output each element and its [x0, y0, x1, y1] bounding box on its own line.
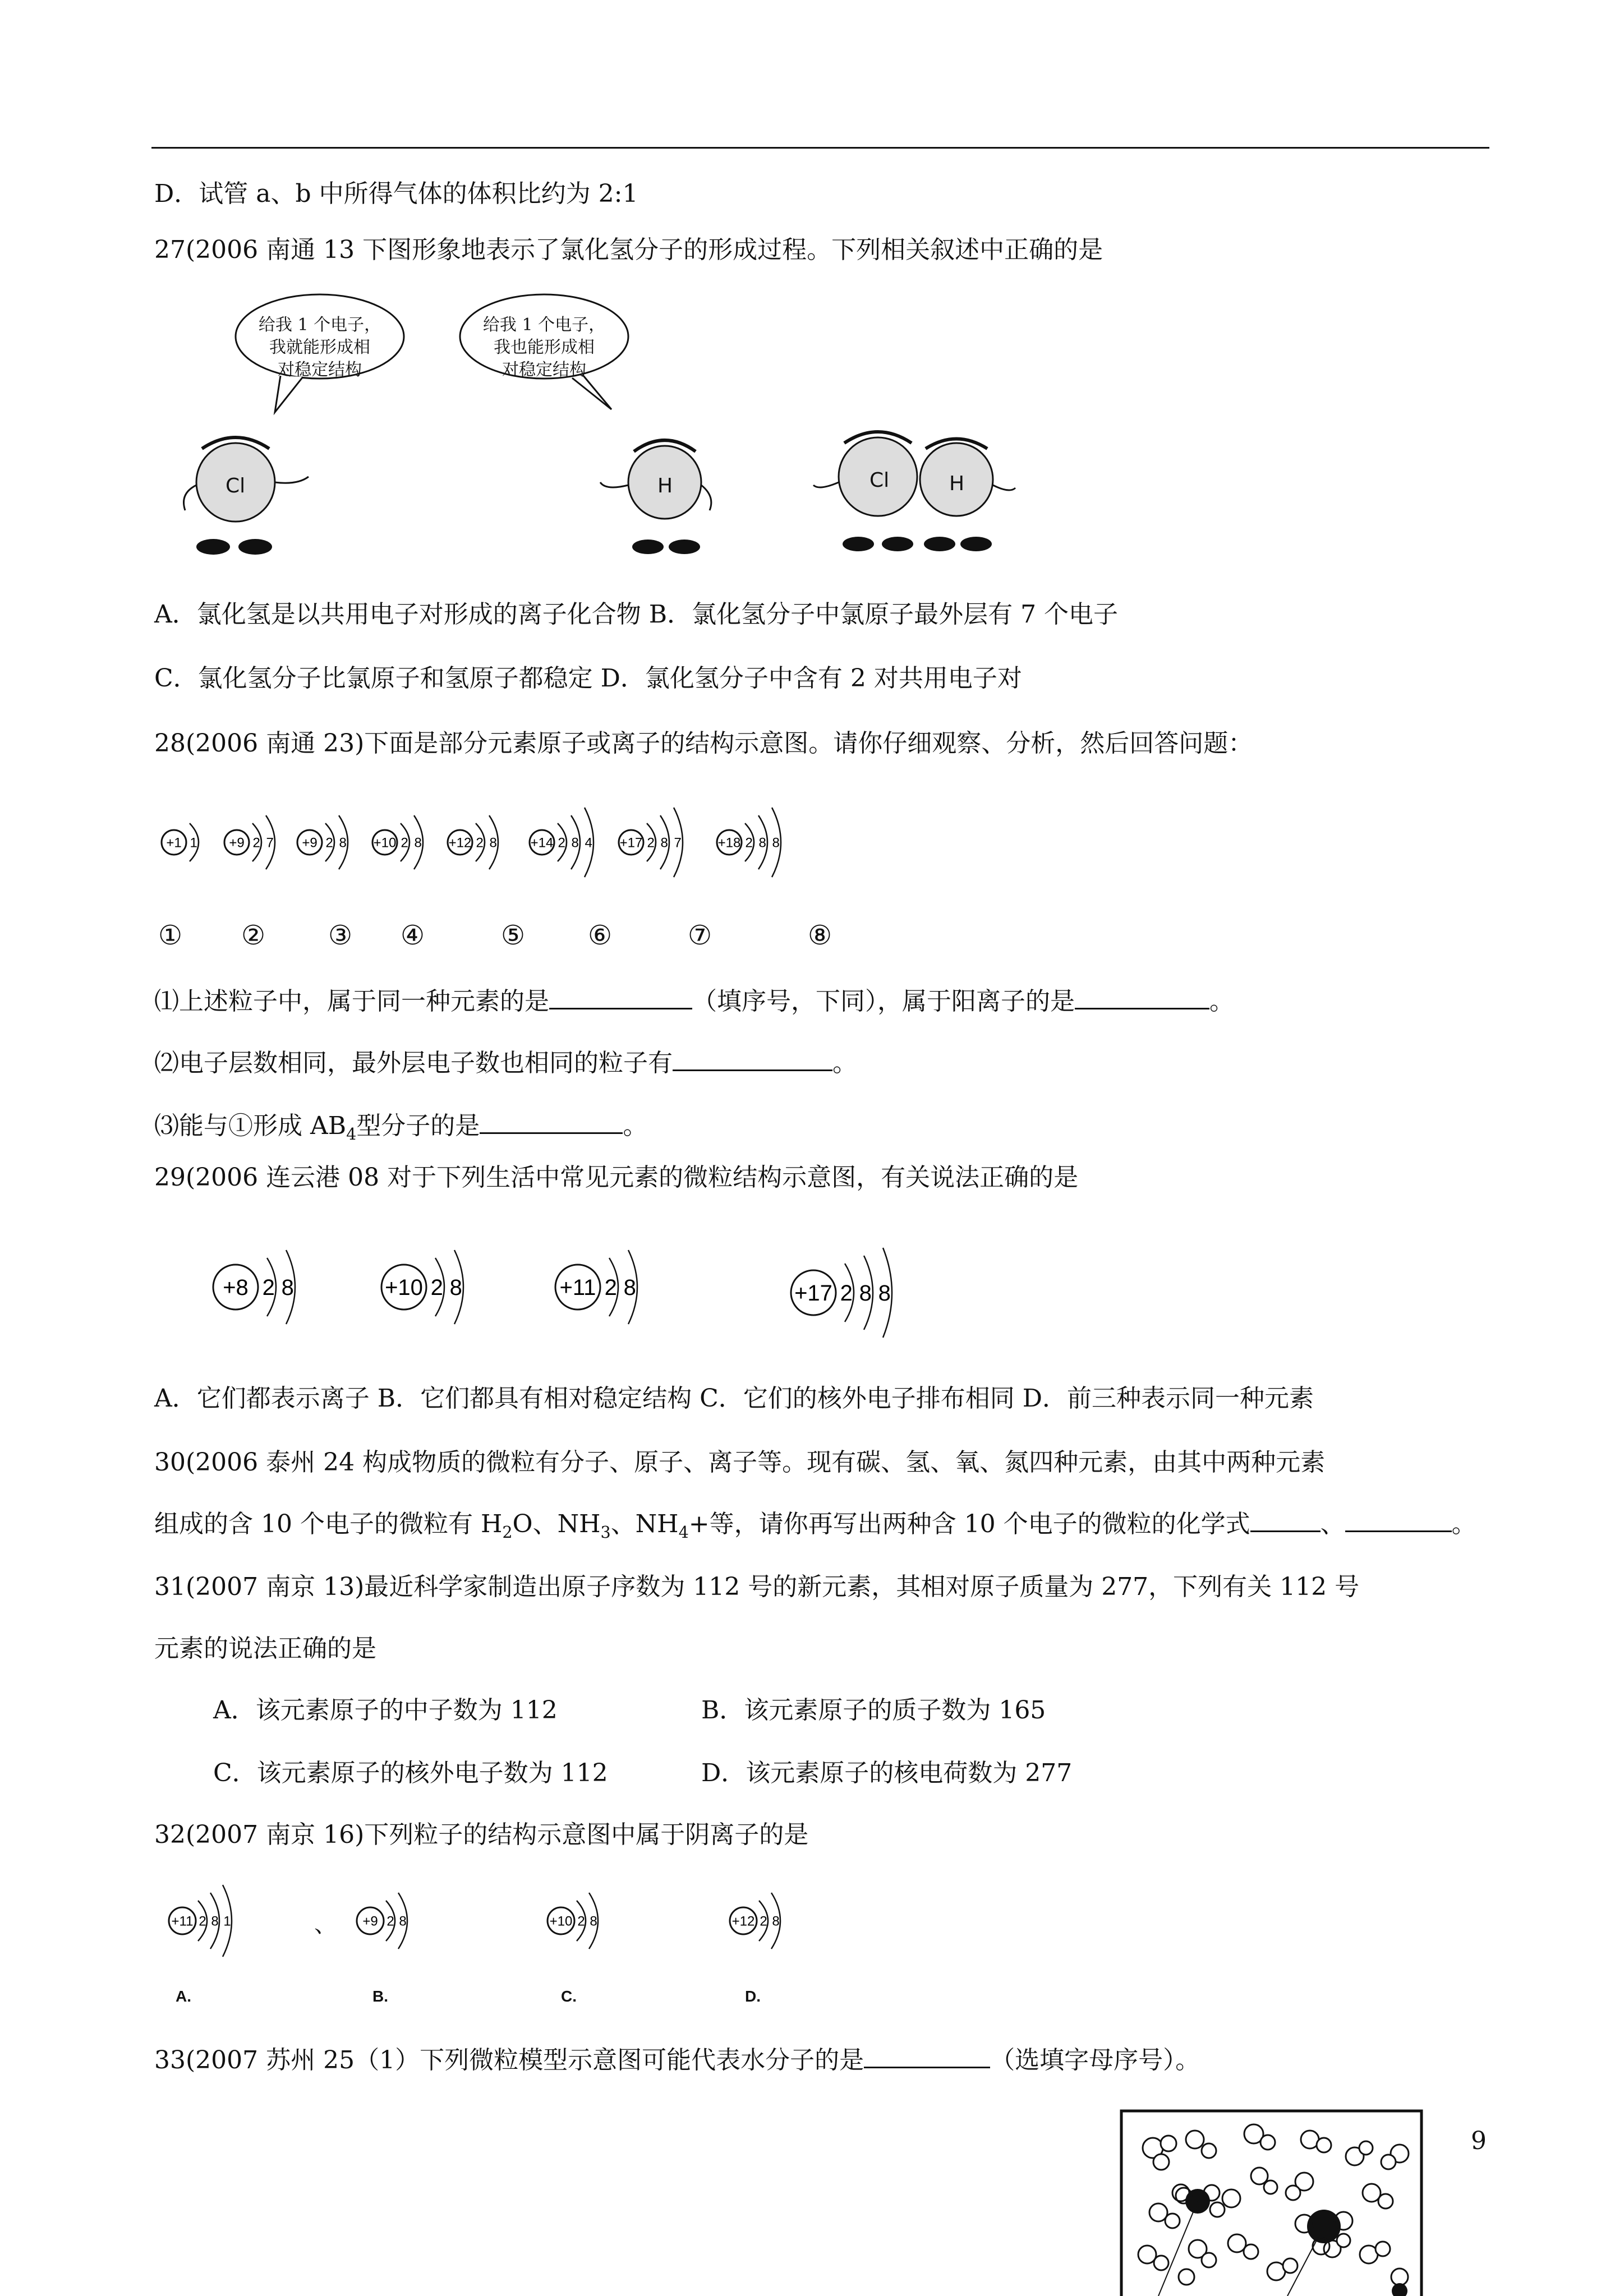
nucleus-charge: +10	[385, 1275, 423, 1300]
nucleus-charge: +17	[619, 835, 643, 851]
shell-electron-count: 8	[660, 835, 668, 851]
nucleus-charge: +17	[794, 1281, 832, 1306]
q32-structure-1	[169, 1885, 232, 1957]
shell-electron-count: 2	[430, 1275, 443, 1300]
q29-structure-1	[213, 1250, 295, 1324]
label-h-pair: H	[949, 472, 965, 495]
answer-blank-7[interactable]	[864, 2044, 990, 2068]
q28-sub3: ⑶能与①形成 $AB_4$型分子的是 。	[154, 1109, 647, 1151]
q28-structure-diagrams	[157, 791, 830, 897]
q28-structure-4	[372, 815, 423, 869]
q29-structure-4	[791, 1248, 892, 1338]
shell-electron-count: 2	[476, 835, 484, 851]
shell-electron-count: 8	[414, 835, 422, 851]
q33-stem: 33(2007 苏州 25（1）下列微粒模型示意图可能代表水分子的是 （选填字母序号）。	[154, 2044, 1200, 2077]
q28-sub1: ⑴上述粒子中，属于同一种元素的是 （填序号，下同），属于阳离子的是 。	[154, 985, 1234, 1018]
q29-structure-2	[381, 1250, 463, 1324]
shell-electron-count: 4	[585, 835, 592, 851]
q32-label-d: D.	[745, 1988, 761, 2005]
shell-electron-count: 2	[558, 835, 565, 851]
shell-electron-count: 7	[674, 835, 682, 851]
q32-structure-diagrams	[157, 1884, 830, 1968]
q32-structure-3	[548, 1893, 598, 1949]
q31-option-a: A．该元素原子的中子数为 112	[213, 1696, 558, 1725]
shell-electron-count: 2	[745, 835, 753, 851]
shell-electron-count: 8	[859, 1281, 872, 1306]
q28-sub2: ⑵电子层数相同，最外层电子数也相同的粒子有 。	[154, 1046, 857, 1080]
q28-structure-6	[530, 808, 594, 877]
q30-line1: 30(2006 泰州 24 构成物质的微粒有分子、原子、离子等。现有碳、氢、氧、氮四种元素，由其中两种元素	[154, 1448, 1326, 1477]
num-6: ⑥	[588, 920, 613, 951]
shell-electron-count: 2	[577, 1914, 585, 1929]
q28-structure-3	[297, 815, 348, 869]
q28-stem: 28(2006 南通 23)下面是部分元素原子或离子的结构示意图。请你仔细观察、分析，然后回答问题：	[154, 729, 1253, 758]
nucleus-charge: +8	[223, 1275, 249, 1300]
num-2: ②	[241, 920, 266, 951]
num-4: ④	[401, 920, 425, 951]
answer-blank-6[interactable]	[1345, 1508, 1452, 1532]
q33-molecule-model-box	[1119, 2109, 1425, 2296]
nucleus-charge: +14	[530, 835, 554, 851]
q29-structure-3	[555, 1250, 637, 1324]
q32-structure-4	[730, 1893, 780, 1949]
q28-structure-8	[717, 808, 781, 877]
shell-electron-count: 2	[199, 1914, 206, 1929]
shell-electron-count: 8	[339, 835, 347, 851]
bubble-right-text: 给我 1 个电子， 我也能形成相 对稳定结构	[482, 315, 606, 380]
q27-options-line1: A．氯化氢是以共用电子对形成的离子化合物 B．氯化氢分子中氯原子最外层有 7 个电子	[154, 600, 1119, 629]
shell-electron-count: 8	[281, 1275, 294, 1300]
shell-electron-count: 8	[772, 835, 780, 851]
q32-separator: 、	[314, 1912, 337, 1938]
answer-blank-2[interactable]	[1075, 985, 1209, 1009]
q32-label-a: A.	[176, 1988, 191, 2005]
shell-electron-count: 2	[604, 1275, 617, 1300]
q32-label-c: C.	[561, 1988, 577, 2005]
shell-electron-count: 8	[571, 835, 579, 851]
prev-option-d: D．试管 a、b 中所得气体的体积比约为 2:1	[154, 179, 638, 208]
shell-electron-count: 8	[449, 1275, 462, 1300]
num-7: ⑦	[688, 920, 712, 951]
shell-electron-count: 1	[223, 1914, 231, 1929]
nucleus-charge: +10	[549, 1914, 573, 1929]
bubble-left-text: 给我 1 个电子， 我就能形成相 对稳定结构	[258, 315, 381, 380]
label-h-left: H	[657, 474, 673, 497]
q32-label-b: B.	[372, 1988, 388, 2005]
q28-structure-7	[619, 808, 683, 877]
shell-electron-count: 8	[878, 1281, 891, 1306]
nucleus-charge: +9	[302, 835, 318, 851]
answer-blank-1[interactable]	[549, 985, 692, 1009]
shell-electron-count: 2	[401, 835, 408, 851]
q28-structure-1	[162, 823, 199, 861]
shell-electron-count: 2	[252, 835, 260, 851]
shell-electron-count: 8	[758, 835, 766, 851]
shell-electron-count: 1	[190, 835, 197, 851]
shell-electron-count: 8	[489, 835, 497, 851]
shell-electron-count: 2	[325, 835, 333, 851]
shell-electron-count: 8	[399, 1914, 407, 1929]
shell-electron-count: 2	[840, 1281, 853, 1306]
cl-atom-figure	[184, 437, 309, 555]
nucleus-charge: +1	[166, 835, 182, 851]
q32-structure-2	[357, 1893, 407, 1949]
label-cl-left: Cl	[226, 474, 246, 497]
answer-blank-4[interactable]	[480, 1110, 623, 1134]
header-rule	[151, 147, 1489, 149]
shell-electron-count: 8	[772, 1914, 780, 1929]
q31-option-d: D．该元素原子的核电荷数为 277	[701, 1759, 1073, 1787]
shell-electron-count: 2	[387, 1914, 394, 1929]
shell-electron-count: 2	[647, 835, 655, 851]
page-number: 9	[1471, 2127, 1487, 2155]
answer-blank-5[interactable]	[1250, 1508, 1321, 1532]
nucleus-charge: +9	[229, 835, 245, 851]
q29-options: A．它们都表示离子 B．它们都具有相对稳定结构 C．它们的核外电子排布相同 D．前三种表示同一种元素	[154, 1384, 1314, 1413]
q27-stem: 27(2006 南通 13 下图形象地表示了氯化氢分子的形成过程。下列相关叙述中正确的是	[154, 236, 1103, 264]
q32-stem: 32(2007 南京 16)下列粒子的结构示意图中属于阴离子的是	[154, 1820, 809, 1849]
nucleus-charge: +11	[559, 1275, 596, 1300]
q30-line2: 组成的含 10 个电子的微粒有 $H_2O$、$NH_3$、$NH_4+$等，请你再写出两种含 10 个电子的微粒的化学式 、 。	[154, 1507, 1476, 1549]
nucleus-charge: +12	[732, 1914, 755, 1929]
shell-electron-count: 7	[266, 835, 274, 851]
nucleus-charge: +9	[362, 1914, 378, 1929]
shell-electron-count: 8	[211, 1914, 219, 1929]
q31-line1: 31(2007 南京 13)最近科学家制造出原子序数为 112 号的新元素，其相对原子质量为 277，下列有关 112 号	[154, 1573, 1360, 1601]
q28-structure-5	[448, 815, 498, 869]
shell-electron-count: 8	[590, 1914, 597, 1929]
h-atom-figure	[600, 440, 711, 554]
hcl-molecule-figure	[813, 432, 1015, 551]
num-1: ①	[158, 920, 183, 951]
q31-line2: 元素的说法正确的是	[154, 1634, 376, 1663]
label-cl-pair: Cl	[869, 469, 890, 492]
answer-blank-3[interactable]	[673, 1047, 832, 1071]
q31-option-b: B．该元素原子的质子数为 165	[701, 1696, 1046, 1725]
q29-stem: 29(2006 连云港 08 对于下列生活中常见元素的微粒结构示意图，有关说法正确的是	[154, 1163, 1079, 1192]
nucleus-charge: +11	[171, 1914, 194, 1929]
q31-option-c: C．该元素原子的核外电子数为 112	[213, 1759, 608, 1787]
q28-number-row	[0, 920, 1624, 959]
nucleus-charge: +10	[373, 835, 397, 851]
q28-structure-2	[224, 815, 275, 869]
nucleus-charge: +12	[448, 835, 472, 851]
num-8: ⑧	[808, 920, 832, 951]
q27-options-line2: C．氯化氢分子比氯原子和氢原子都稳定 D．氯化氢分子中含有 2 对共用电子对	[154, 664, 1022, 693]
num-5: ⑤	[501, 920, 526, 951]
q29-structure-diagrams	[202, 1223, 931, 1363]
nucleus-charge: +18	[717, 835, 741, 851]
num-3: ③	[328, 920, 353, 951]
shell-electron-count: 2	[262, 1275, 275, 1300]
shell-electron-count: 2	[760, 1914, 767, 1929]
shell-electron-count: 8	[623, 1275, 636, 1300]
